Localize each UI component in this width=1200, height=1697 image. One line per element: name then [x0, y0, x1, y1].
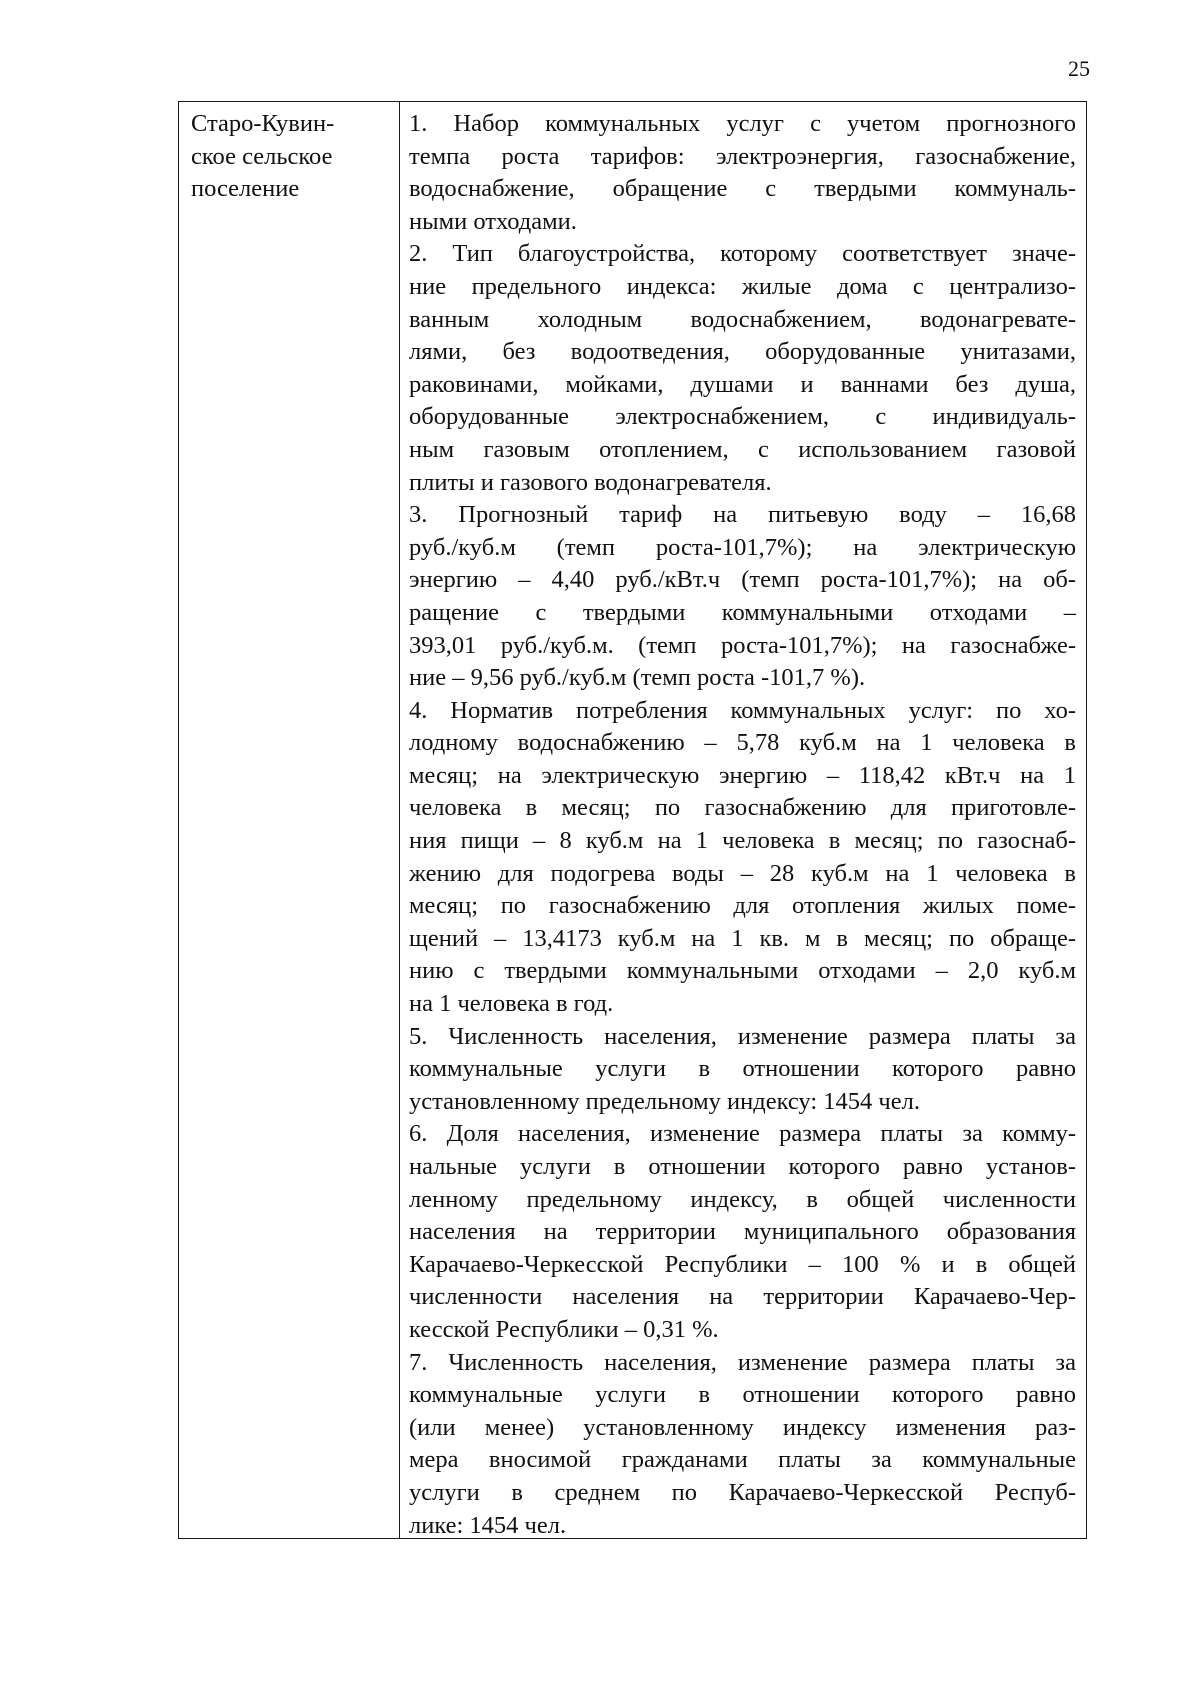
indicator-line: водоснабжение, обращение с твердыми коммуналь-	[409, 175, 1076, 203]
indicator-line: раковинами, мойками, душами и ваннами без душа,	[409, 370, 1076, 398]
indicator-line: ленному предельному индексу, в общей численности	[409, 1185, 1076, 1213]
indicator-line: 7. Численность населения, изменение размера платы за	[409, 1348, 1076, 1376]
settlement-name-line: поселение	[191, 175, 300, 203]
indicator-line: коммунальные услуги в отношении которого равно	[409, 1381, 1076, 1409]
indicator-line: лодному водоснабжению – 5,78 куб.м на 1 человека в	[409, 729, 1076, 757]
indicator-item-5	[409, 1021, 1076, 1119]
indicator-item-3	[409, 499, 1076, 695]
indicator-line: руб./куб.м (темп роста-101,7%); на электрическую	[409, 533, 1076, 561]
indicator-line: 1. Набор коммунальных услуг с учетом прогнозного	[409, 110, 1076, 137]
indicator-line: ванным холодным водоснабжением, водонагревате-	[409, 305, 1076, 333]
indicator-item-7	[409, 1347, 1076, 1543]
indicator-line: щений – 13,4173 куб.м на 1 кв. м в месяц; по обраще-	[409, 924, 1076, 952]
settlement-name-line: Старо-Кувин-	[191, 110, 335, 137]
indicator-line: коммунальные услуги в отношении которого равно	[409, 1055, 1076, 1083]
indicators-cell	[400, 102, 1086, 1538]
indicator-line: населения на территории муниципального образования	[409, 1218, 1076, 1246]
indicator-item-1	[409, 108, 1076, 238]
page-number: 25	[1068, 56, 1090, 81]
indicator-line: кесской Республики – 0,31 %.	[409, 1315, 719, 1343]
indicator-line: ным газовым отоплением, с использованием газовой	[409, 435, 1076, 463]
indicator-line: месяц; по газоснабжению для отопления жилых поме-	[409, 892, 1076, 920]
indicator-line: ния пищи – 8 куб.м на 1 человека в месяц; по газоснаб-	[409, 827, 1076, 855]
settlement-name-cell	[179, 102, 400, 1538]
indicator-item-6	[409, 1118, 1076, 1346]
indicator-line: 2. Тип благоустройства, которому соответствует значе-	[409, 240, 1076, 268]
indicator-line: (или менее) установленному индексу изменения раз-	[409, 1413, 1076, 1441]
indicator-line: 5. Численность населения, изменение размера платы за	[409, 1022, 1076, 1050]
indicator-line: ращение с твердыми коммунальными отходами –	[409, 598, 1076, 626]
indicator-line: 4. Норматив потребления коммунальных услуг: по хо-	[409, 696, 1076, 724]
indicator-line: ние предельного индекса: жилые дома с централизо-	[409, 272, 1076, 300]
settlement-table	[178, 101, 1087, 1539]
indicator-line: нию с твердыми коммунальными отходами – 2,0 куб.м	[409, 957, 1076, 985]
indicator-line: численности населения на территории Карачаево-Чер-	[409, 1283, 1076, 1311]
indicator-line: установленному предельному индексу: 1454 чел.	[409, 1087, 920, 1115]
indicator-line: плиты и газового водонагревателя.	[409, 468, 772, 496]
settlement-name-line: ское сельское	[191, 142, 333, 170]
indicator-line: нальные услуги в отношении которого равно установ-	[409, 1153, 1076, 1180]
indicator-item-4	[409, 695, 1076, 1021]
indicator-line: энергию – 4,40 руб./кВт.ч (темп роста-101,7%); на об-	[409, 566, 1076, 594]
indicator-line: жению для подогрева воды – 28 куб.м на 1 человека в	[409, 859, 1076, 887]
indicator-line: человека в месяц; по газоснабжению для приготовле-	[409, 794, 1076, 822]
indicator-line: темпа роста тарифов: электроэнергия, газоснабжение,	[409, 142, 1076, 170]
indicator-line: лике: 1454 чел.	[409, 1511, 567, 1539]
indicator-line: 3. Прогнозный тариф на питьевую воду – 16,68	[409, 501, 1076, 529]
indicator-line: оборудованные электроснабжением, с индивидуаль-	[409, 403, 1076, 431]
indicator-line: Карачаево-Черкесской Республики – 100 % и в общей	[409, 1250, 1076, 1278]
indicator-line: ние – 9,56 руб./куб.м (темп роста -101,7 %).	[409, 664, 866, 692]
indicator-line: услуги в среднем по Карачаево-Черкесской Респуб-	[409, 1478, 1076, 1506]
indicator-item-2	[409, 238, 1076, 499]
indicator-line: 6. Доля населения, изменение размера платы за комму-	[409, 1120, 1076, 1148]
indicator-line: месяц; на электрическую энергию – 118,42 кВт.ч на 1	[409, 761, 1076, 789]
indicator-line: 393,01 руб./куб.м. (темп роста-101,7%); на газоснабже-	[409, 631, 1076, 659]
indicator-line: мера вносимой гражданами платы за коммунальные	[409, 1446, 1076, 1474]
indicator-line: лями, без водоотведения, оборудованные унитазами,	[409, 338, 1076, 366]
indicator-line: на 1 человека в год.	[409, 990, 614, 1018]
indicator-line: ными отходами.	[409, 207, 577, 235]
